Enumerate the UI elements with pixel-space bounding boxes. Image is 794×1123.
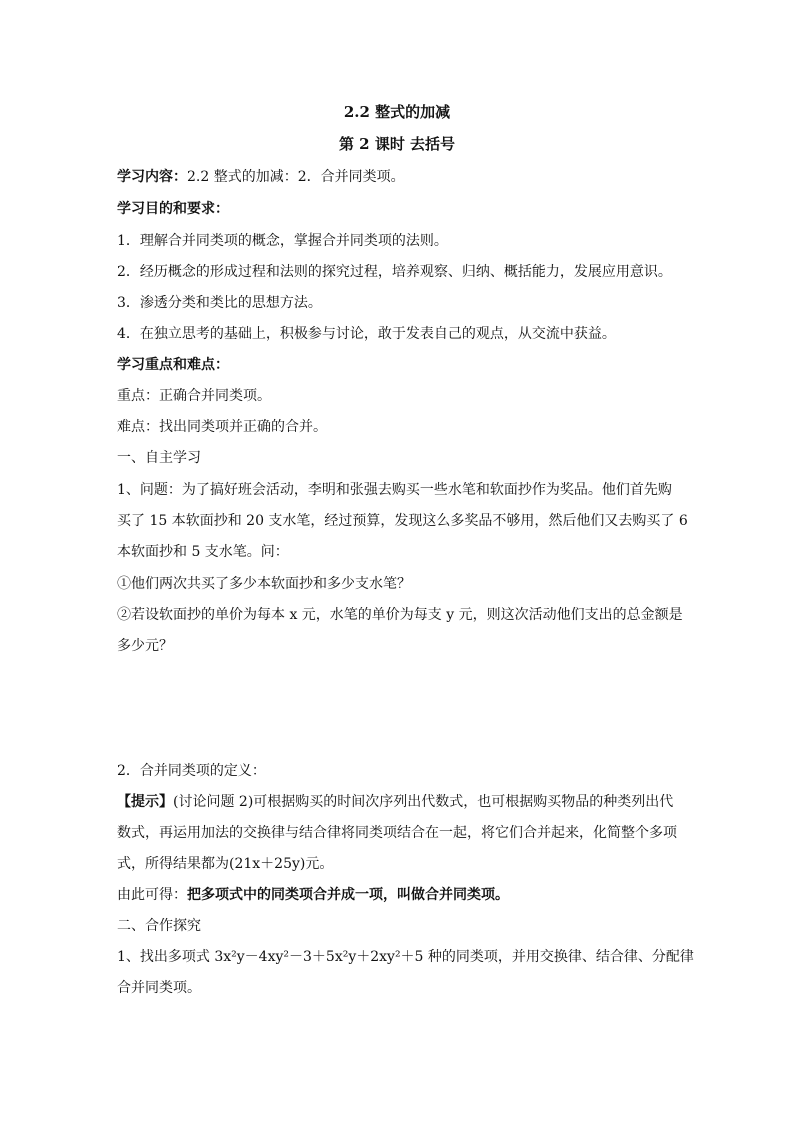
problem-line: 买了 15 本软面抄和 20 支水笔，经过预算，发现这么多奖品不够用，然后他们又去购买了 6: [117, 513, 688, 529]
content-line: [117, 166, 405, 186]
hint-line: [117, 791, 673, 811]
question-2-line: ②若设软面抄的单价为每本 x 元，水笔的单价为每支 y 元，则这次活动他们支出的总金额是: [117, 607, 683, 623]
goal-item: 2．经历概念的形成过程和法则的探究过程，培养观察、归纳、概括能力，发展应用意识。: [117, 264, 672, 280]
goal-item: 1．理解合并同类项的概念，掌握合并同类项的法则。: [117, 233, 448, 249]
difficulty-text: 难点：找出同类项并正确的合并。: [117, 419, 327, 435]
definition-heading: 2．合并同类项的定义：: [117, 763, 266, 779]
hint-line: 数式，再运用加法的交换律与结合律将同类项结合在一起，将它们合并起来，化简整个多项: [117, 825, 677, 841]
content-label: 学习内容：: [117, 169, 187, 185]
conclusion-prefix: 由此可得：: [117, 887, 187, 903]
goal-item: 4．在独立思考的基础上，积极参与讨论，敢于发表自己的观点，从交流中获益。: [117, 326, 616, 342]
task-line: 1、找出多项式 3x²y－4xy²－3＋5x²y＋2xy²＋5 种的同类项，并用交换律、结合律、分配律: [117, 949, 694, 965]
problem-line: 本软面抄和 5 支水笔。问：: [117, 544, 289, 560]
content-text: 2.2 整式的加减：2．合并同类项。: [187, 169, 405, 185]
keypoints-heading: 学习重点和难点：: [117, 357, 229, 373]
task-line: 合并同类项。: [117, 980, 201, 996]
hint-text: (讨论问题 2)可根据购买的时间次序列出代数式，也可根据购买物品的种类列出代: [173, 794, 674, 810]
goal-item: 3．渗透分类和类比的思想方法。: [117, 295, 322, 311]
conclusion-line: [117, 884, 509, 904]
question-2-line: 多少元？: [117, 638, 173, 654]
hint-line: 式，所得结果都为(21x＋25y)元。: [117, 856, 334, 872]
hint-label: 【提示】: [117, 794, 173, 810]
section-cooperative-inquiry: 二、合作探究: [117, 918, 201, 934]
section-self-study: 一、自主学习: [117, 450, 201, 466]
conclusion-definition: 把多项式中的同类项合并成一项，叫做合并同类项。: [187, 887, 509, 903]
page-title: 2.2 整式的加减: [343, 103, 451, 121]
goals-heading: 学习目的和要求：: [117, 201, 229, 217]
question-1: ①他们两次共买了多少本软面抄和多少支水笔？: [117, 576, 411, 592]
page-subtitle: 第 2 课时 去括号: [338, 135, 456, 153]
problem-line: 1、问题：为了搞好班会活动，李明和张强去购买一些水笔和软面抄作为奖品。他们首先购: [117, 482, 672, 498]
keypoint-text: 重点：正确合并同类项。: [117, 388, 271, 404]
